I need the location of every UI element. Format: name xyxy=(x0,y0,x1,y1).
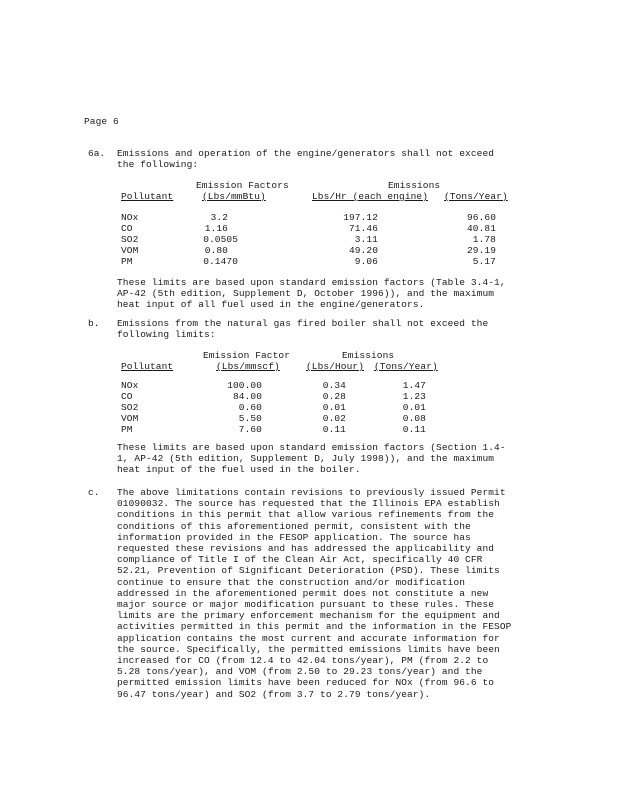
section-b-col-pollutant: Pollutant xyxy=(121,361,174,372)
table-a-row-3-factor: 0.0505 xyxy=(203,234,238,245)
table-a-row-5-factor: 0.1470 xyxy=(203,256,238,267)
table-b-row-4-hourly: 0.02 xyxy=(322,413,346,424)
table-a-row-2-annual: 40.81 xyxy=(466,223,496,234)
table-b-row-1-factor: 100.00 xyxy=(227,380,262,391)
section-b-group-factor: Emission Factor xyxy=(203,350,291,361)
section-a-col-annual: (Tons/Year) xyxy=(444,191,508,202)
section-b-label: b. xyxy=(88,318,100,329)
table-b-row-2-annual: 1.23 xyxy=(402,391,426,402)
table-b-row-5-factor: 7.60 xyxy=(238,424,262,435)
section-a-intro: Emissions and operation of the engine/generators shall not exceed the following: xyxy=(117,148,495,171)
table-a-row-1-hourly: 197.12 xyxy=(343,212,378,223)
table-b-row-2-hourly: 0.28 xyxy=(322,391,346,402)
table-a-row-3-annual: 1.78 xyxy=(472,234,496,245)
table-b-row-3-hourly: 0.01 xyxy=(322,402,346,413)
section-a-note: These limits are based upon standard emission factors (Table 3.4-1, AP-42 (5th edition, Supplement D, October 1996)), and the maximum heat input of all fuel used in the engine/generators. xyxy=(117,277,506,311)
table-b-row-1-pollutant: NOx xyxy=(121,380,139,391)
table-a-row-5-pollutant: PM xyxy=(121,256,133,267)
section-b-col-factor: (Lbs/mmscf) xyxy=(216,361,280,372)
section-a-group-emissions: Emissions xyxy=(388,180,441,191)
section-a-col-pollutant: Pollutant xyxy=(121,191,174,202)
table-b-row-5-pollutant: PM xyxy=(121,424,133,435)
section-a-col-hourly: Lbs/Hr (each engine) xyxy=(312,191,429,202)
table-a-row-5-annual: 5.17 xyxy=(472,256,496,267)
section-b-intro: Emissions from the natural gas fired boiler shall not exceed the following limits: xyxy=(117,318,489,341)
table-b-row-4-pollutant: VOM xyxy=(121,413,139,424)
section-b-group-emissions: Emissions xyxy=(342,350,395,361)
table-b-row-2-factor: 84.00 xyxy=(232,391,262,402)
table-a-row-4-factor: 0.80 xyxy=(204,245,228,256)
table-a-row-1-factor: 3.2 xyxy=(210,212,228,223)
table-b-row-2-pollutant: CO xyxy=(121,391,133,402)
table-a-row-4-pollutant: VOM xyxy=(121,245,139,256)
table-a-row-4-annual: 29.19 xyxy=(466,245,496,256)
table-a-row-1-annual: 96.60 xyxy=(466,212,496,223)
table-b-row-4-factor: 5.50 xyxy=(238,413,262,424)
table-a-row-2-hourly: 71.46 xyxy=(348,223,378,234)
table-b-row-5-hourly: 0.11 xyxy=(322,424,346,435)
section-c-label: c. xyxy=(88,487,100,498)
section-b-note: These limits are based upon standard emission factors (Section 1.4-1, AP-42 (5th edition, Supplement D, July 1998)), and the maximum heat input of the fuel used in the boiler. xyxy=(117,442,506,476)
table-b-row-3-annual: 0.01 xyxy=(402,402,426,413)
table-a-row-2-factor: 1.16 xyxy=(204,223,228,234)
section-c-paragraph: The above limitations contain revisions to previously issued Permit 01090032. The source has requested that the Illinois EPA establish conditions in this permit that allow various refinements from the conditions of this aforementioned permit, consistent with the information provided in the FESOP application. The source has requested these revisions and has addressed the applicability and compliance of Title I of the Clean Air Act, specifically 40 CFR 52.21, Prevention of Significant Deterioration (PSD). These limits continue to ensure that the construction and/or modification addressed in the aforementioned permit does not constitute a new major source or major modification pursuant to these rules. These limits are the primary enforcement mechanism for the equipment and activities permitted in this permit and the information in the FESOP application contains the most current and accurate information for the source. Specifically, the permitted emissions limits have been increased for CO (from 12.4 to 42.04 tons/year), PM (from 2.2 to 5.28 tons/year), and VOM (from 2.50 to 29.23 tons/year) and the permitted emission limits have been reduced for NOx (from 96.6 to 96.47 tons/year) and SO2 (from 3.7 to 2.79 tons/year). xyxy=(117,487,512,700)
table-b-row-3-factor: 0.60 xyxy=(238,402,262,413)
section-b-col-annual: (Tons/Year) xyxy=(374,361,438,372)
section-a-label: 6a. xyxy=(88,148,106,159)
table-a-row-5-hourly: 9.06 xyxy=(354,256,378,267)
section-b-col-hourly: (Lbs/Hour) xyxy=(306,361,365,372)
table-a-row-2-pollutant: CO xyxy=(121,223,133,234)
table-a-row-1-pollutant: NOx xyxy=(121,212,139,223)
section-a-col-factor: (Lbs/mmBtu) xyxy=(202,191,266,202)
table-a-row-4-hourly: 49.20 xyxy=(348,245,378,256)
table-a-row-3-hourly: 3.11 xyxy=(354,234,378,245)
table-b-row-1-hourly: 0.34 xyxy=(322,380,346,391)
page-label: Page 6 xyxy=(84,116,119,127)
table-b-row-5-annual: 0.11 xyxy=(402,424,426,435)
table-b-row-3-pollutant: SO2 xyxy=(121,402,139,413)
table-b-row-4-annual: 0.08 xyxy=(402,413,426,424)
section-a-group-factor: Emission Factors xyxy=(196,180,289,191)
table-b-row-1-annual: 1.47 xyxy=(402,380,426,391)
table-a-row-3-pollutant: SO2 xyxy=(121,234,139,245)
